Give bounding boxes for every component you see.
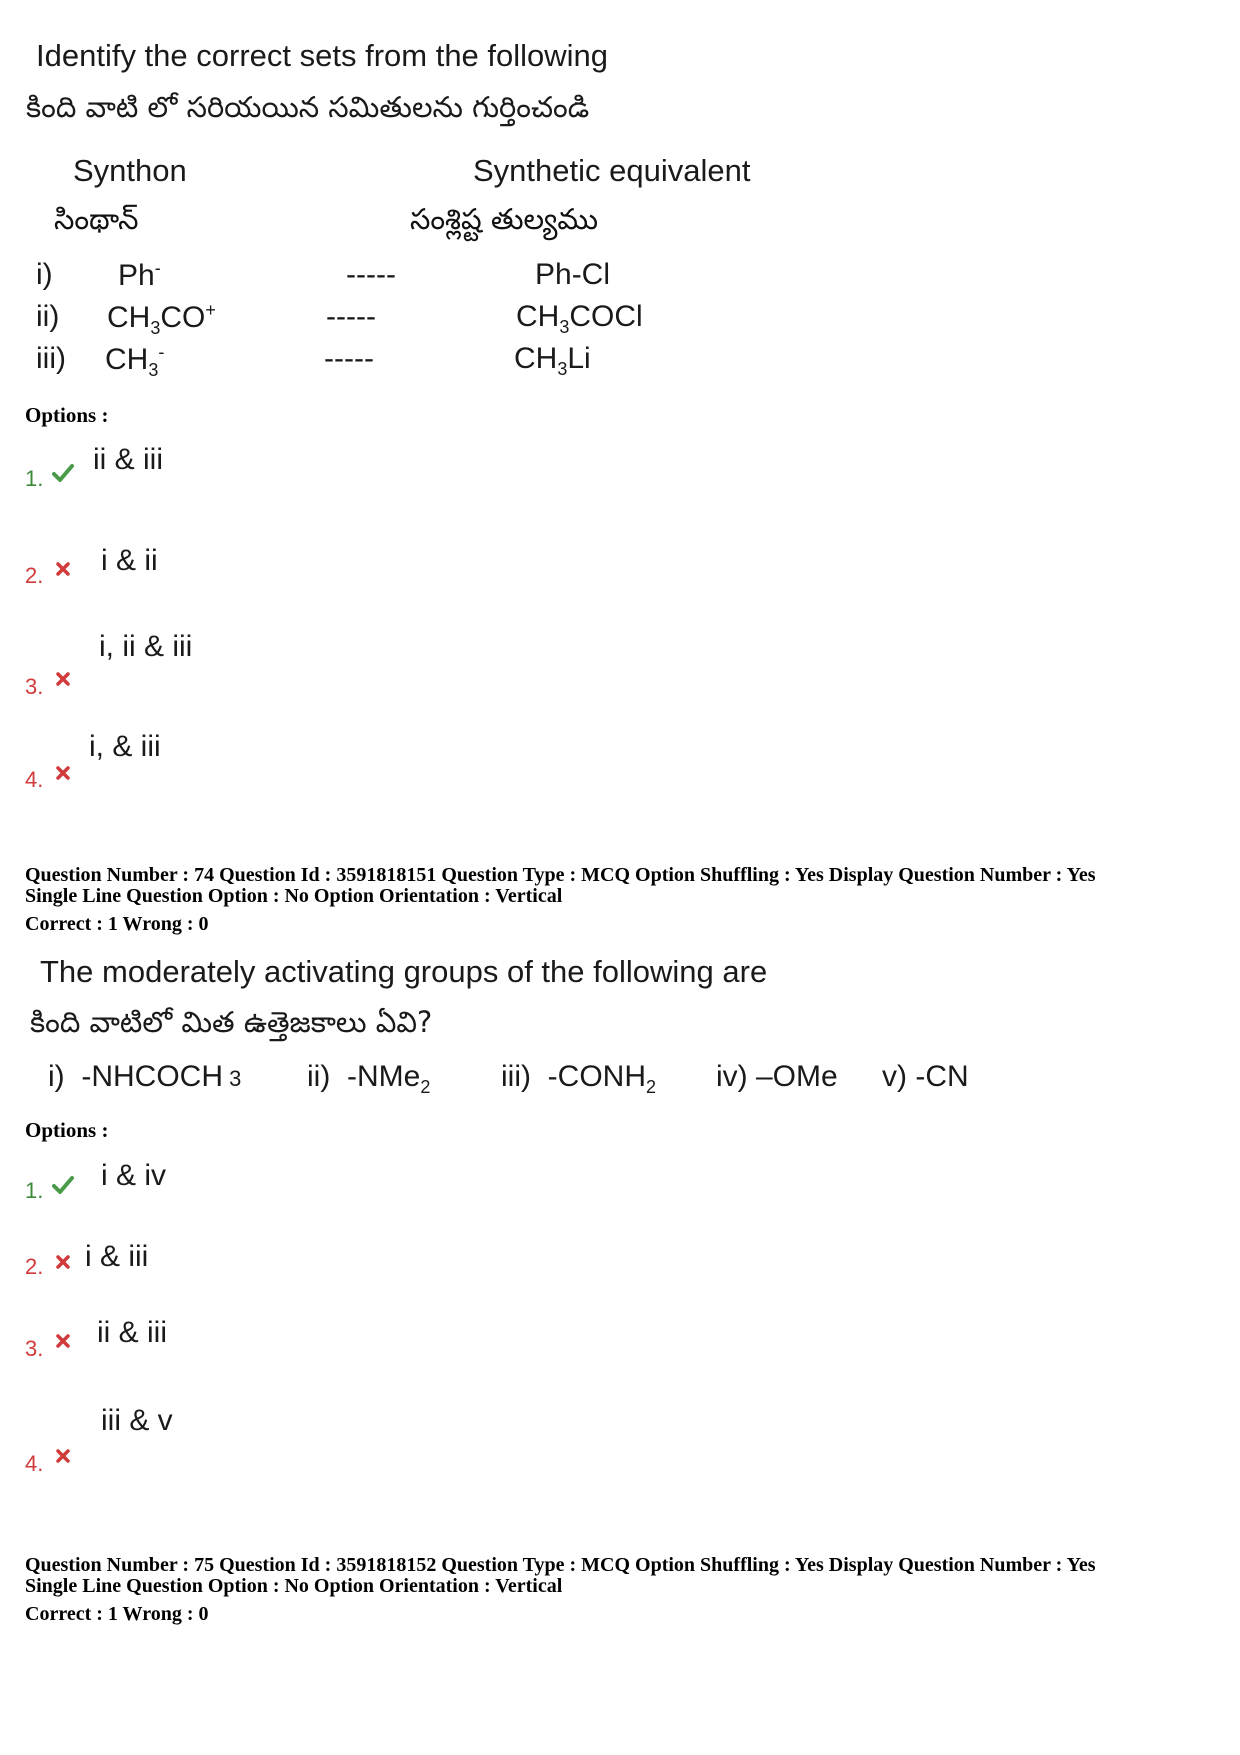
- column-header-synthon: Synthon: [73, 153, 187, 188]
- question-meta-line: Single Line Question Option : No Option Orientation : Vertical: [25, 885, 563, 907]
- cross-icon: [56, 1334, 70, 1348]
- marks-info: Correct : 1 Wrong : 0: [25, 1603, 209, 1625]
- option-number: 3.: [25, 1336, 44, 1361]
- option-text: ii & iii: [93, 443, 164, 476]
- group-item: ii) -NMe$_2$: [307, 1060, 431, 1097]
- synthetic-equivalent: $CH_3COCl$: [516, 300, 643, 337]
- option-text: i, ii & iii: [99, 630, 193, 663]
- question-text-en: Identify the correct sets from the following: [36, 38, 609, 73]
- cross-icon: [56, 1255, 70, 1269]
- check-icon: [52, 1175, 74, 1195]
- group-item: iii) $-CONH_2$: [501, 1060, 657, 1097]
- question-text-te: కింది వాటి లో సరియయిన సమితులను గుర్తించండి: [26, 90, 590, 124]
- synthetic-equivalent: $CH_3Li$: [514, 342, 591, 379]
- question-meta-line: Question Number : 74 Question Id : 3591818151 Question Type : MCQ Option Shuffling : Yes Display Question Number : Yes: [25, 864, 1096, 886]
- group-list: i) -NHCOCH 3: [48, 1060, 242, 1093]
- question-meta-line: Single Line Question Option : No Option Orientation : Vertical: [25, 1575, 563, 1597]
- option-number: 4.: [25, 767, 44, 792]
- synthon: $CH_3^-$: [105, 342, 165, 380]
- column-header-synthon-te: సింథాన్: [54, 202, 139, 236]
- row-dash: -----: [326, 300, 376, 333]
- row-number: iii): [36, 342, 66, 375]
- options-label: Options :: [25, 403, 109, 427]
- column-header-synthetic-equivalent: Synthetic equivalent: [473, 153, 751, 188]
- check-icon: [52, 463, 74, 483]
- question-text-en: The moderately activating groups of the following are: [40, 954, 768, 989]
- option-text: i, & iii: [89, 730, 161, 763]
- options-label: Options :: [25, 1118, 109, 1142]
- cross-icon: [56, 562, 70, 576]
- group-item: v) -CN: [882, 1060, 969, 1093]
- option-text: ii & iii: [97, 1316, 168, 1349]
- option-number: 3.: [25, 674, 44, 699]
- question-meta-line: Question Number : 75 Question Id : 3591818152 Question Type : MCQ Option Shuffling : Yes Display Question Number : Yes: [25, 1554, 1096, 1576]
- cross-icon: [56, 766, 70, 780]
- option-number: 2.: [25, 563, 44, 588]
- column-header-equivalent-te: సంశ్లిష్ట తుల్యము: [410, 202, 599, 236]
- synthon: $CH_3CO^+$: [107, 300, 216, 338]
- synthetic-equivalent: Ph-Cl: [535, 258, 611, 291]
- question-text-te: కింది వాటిలో మిత ఉత్తెజకాలు ఏవి?: [30, 1005, 433, 1039]
- row-number: ii): [36, 300, 60, 333]
- option-text: i & ii: [101, 544, 158, 577]
- option-number: 4.: [25, 1451, 44, 1476]
- option-number: 1.: [25, 466, 44, 491]
- option-number: 2.: [25, 1254, 44, 1279]
- group-item: iv) –OMe: [716, 1060, 838, 1093]
- option-text: iii & v: [101, 1404, 173, 1437]
- row-dash: -----: [346, 258, 396, 291]
- row-number: i): [36, 258, 53, 291]
- option-text: i & iii: [85, 1240, 149, 1273]
- option-text: i & iv: [101, 1159, 167, 1192]
- cross-icon: [56, 672, 70, 686]
- synthon: Ph-: [118, 258, 161, 292]
- option-number: 1.: [25, 1178, 44, 1203]
- row-dash: -----: [324, 342, 374, 375]
- cross-icon: [56, 1449, 70, 1463]
- marks-info: Correct : 1 Wrong : 0: [25, 913, 209, 935]
